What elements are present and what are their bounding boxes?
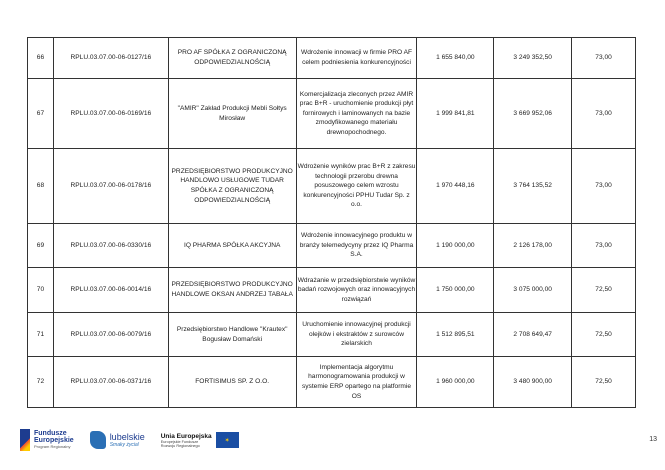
- cell-dofinansowanie: 1 190 000,00: [417, 224, 494, 268]
- cell-punkty: 72,50: [572, 313, 636, 357]
- cell-punkty: 73,00: [572, 79, 636, 149]
- cell-beneficjent: PRO AF SPÓŁKA Z OGRANICZONĄ ODPOWIEDZIALNOŚCIĄ: [168, 38, 296, 79]
- cell-tytul: Implementacja algorytmu harmonogramowania produkcji w systemie ERP opartego na platformie OS: [296, 357, 417, 408]
- fe-line1: Fundusze: [34, 430, 67, 437]
- cell-lp: 68: [28, 149, 54, 224]
- cell-beneficjent: PRZEDSIĘBIORSTWO PRODUKCYJNO HANDLOWO USŁUGOWE TUDAR SPÓŁKA Z OGRANICZONĄ ODPOWIEDZIALNOŚCIĄ: [168, 149, 296, 224]
- cell-tytul: Wdrożenie wyników prac B+R z zakresu technologii przerobu drewna posuszowego celem wzrostu konkurencyjności PPHU Tudar Sp. z o.o.: [296, 149, 417, 224]
- cell-nr: RPLU.03.07.00-06-0371/16: [53, 357, 168, 408]
- cell-nr: RPLU.03.07.00-06-0178/16: [53, 149, 168, 224]
- cell-lp: 69: [28, 224, 54, 268]
- fundusze-europejskie-logo: [20, 429, 74, 451]
- cell-beneficjent: Przedsiębiorstwo Handlowe "Krautex" Bogusław Domański: [168, 313, 296, 357]
- lub-name: lubelskie: [109, 432, 145, 442]
- cell-beneficjent: PRZEDSIĘBIORSTWO PRODUKCYJNO HANDLOWE OKSAN ANDRZEJ TABAŁA: [168, 268, 296, 313]
- cell-wartosc: 3 764 135,52: [494, 149, 572, 224]
- cell-beneficjent: IQ PHARMA SPÓŁKA AKCYJNA: [168, 224, 296, 268]
- eu-logo: [161, 432, 239, 448]
- cell-tytul: Wdrożenie innowacji w firmie PRO AF celem podniesienia konkurencyjności: [296, 38, 417, 79]
- footer-logos: [20, 425, 239, 455]
- lubelskie-logo: [90, 431, 145, 449]
- ue-line3: Rozwoju Regionalnego: [160, 443, 200, 448]
- table-row: [28, 268, 636, 313]
- cell-beneficjent: FORTISIMUS SP. Z O.O.: [168, 357, 296, 408]
- cell-tytul: Uruchomienie innowacyjnej produkcji olejków i ekstraktów z surowców zielarskich: [296, 313, 417, 357]
- lub-slogan: Smaky życia!: [109, 442, 140, 448]
- table-row: [28, 149, 636, 224]
- cell-wartosc: 2 126 178,00: [494, 224, 572, 268]
- cell-nr: RPLU.03.07.00-06-0169/16: [53, 79, 168, 149]
- cell-lp: 72: [28, 357, 54, 408]
- cell-tytul: Komercjalizacja zleconych przez AMIR prac B+R - uruchomienie produkcji płyt fornirowych i laminowanych na bazie zmodyfikowanego materiału drewnopochodnego.: [296, 79, 417, 149]
- cell-dofinansowanie: 1 655 840,00: [417, 38, 494, 79]
- lubelskie-emblem-icon: [90, 431, 106, 449]
- cell-nr: RPLU.03.07.00-06-0127/16: [53, 38, 168, 79]
- cell-dofinansowanie: 1 512 895,51: [417, 313, 494, 357]
- cell-lp: 66: [28, 38, 54, 79]
- cell-wartosc: 3 669 952,06: [494, 79, 572, 149]
- table-row: [28, 38, 636, 79]
- cell-punkty: 73,00: [572, 149, 636, 224]
- cell-nr: RPLU.03.07.00-06-0330/16: [53, 224, 168, 268]
- ue-title: Unia Europejska: [160, 432, 212, 440]
- cell-lp: 67: [28, 79, 54, 149]
- ue-line2: Europejskie Fundusze: [160, 439, 199, 444]
- table-row: [28, 357, 636, 408]
- table-row: [28, 79, 636, 149]
- cell-wartosc: 3 249 352,50: [494, 38, 572, 79]
- cell-tytul: Wdrożenie innowacyjnego produktu w branży telemedycyny przez IQ Pharma S.A.: [296, 224, 417, 268]
- cell-wartosc: 2 708 649,47: [494, 313, 572, 357]
- cell-dofinansowanie: 1 999 841,81: [417, 79, 494, 149]
- table-row: [28, 224, 636, 268]
- cell-punkty: 73,00: [572, 38, 636, 79]
- cell-wartosc: 3 075 000,00: [494, 268, 572, 313]
- cell-punkty: 72,50: [572, 268, 636, 313]
- cell-punkty: 72,50: [572, 357, 636, 408]
- table-row: [28, 313, 636, 357]
- cell-wartosc: 3 480 900,00: [494, 357, 572, 408]
- cell-punkty: 73,00: [572, 224, 636, 268]
- cell-lp: 71: [28, 313, 54, 357]
- fe-emblem-icon: [20, 429, 30, 451]
- projects-table: [27, 37, 636, 408]
- cell-dofinansowanie: 1 970 448,16: [417, 149, 494, 224]
- cell-beneficjent: "AMIR" Zakład Produkcji Mebli Sołtys Mirosław: [168, 79, 296, 149]
- cell-dofinansowanie: 1 960 000,00: [417, 357, 494, 408]
- cell-tytul: Wdrażanie w przedsiębiorstwie wyników badań rozwojowych oraz innowacyjnych rozwiązań: [296, 268, 417, 313]
- cell-nr: RPLU.03.07.00-06-0014/16: [53, 268, 168, 313]
- cell-nr: RPLU.03.07.00-06-0079/16: [53, 313, 168, 357]
- cell-dofinansowanie: 1 750 000,00: [417, 268, 494, 313]
- page-number: 13: [649, 436, 657, 443]
- fe-line2: Europejskie: [34, 437, 74, 444]
- cell-lp: 70: [28, 268, 54, 313]
- fe-line3: Program Regionalny: [34, 444, 71, 449]
- eu-flag-icon: ✶: [216, 432, 239, 448]
